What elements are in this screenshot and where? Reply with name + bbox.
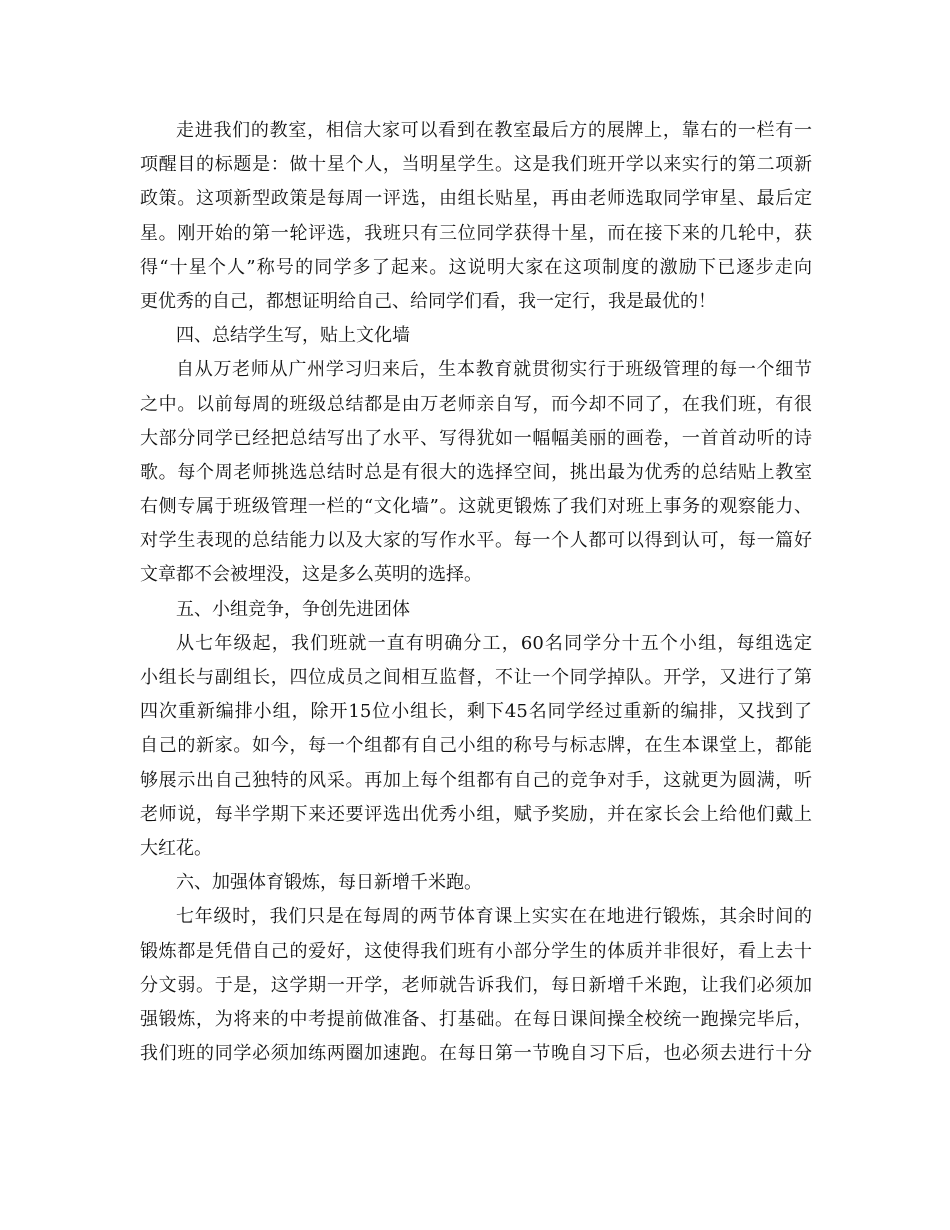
paragraph-line: 老师说，每半学期下来还要评选出优秀小组，赋予奖励，并在家长会上给他们戴上 <box>140 803 812 825</box>
paragraph-line: 小组长与副组长，四位成员之间相互监督，不让一个同学掉队。开学，又进行了第 <box>140 667 812 688</box>
paragraph-line: 锻炼都是凭借自己的爱好，这使得我们班有小部分学生的体质并非很好，看上去十 <box>140 940 812 962</box>
section-heading: 五、小组竞争，争创先进团体 <box>176 598 410 620</box>
paragraph-line: 更优秀的自己，都想证明给自己、给同学们看，我一定行，我是最优的！ <box>140 290 716 312</box>
paragraph-line: 强锻炼，为将来的中考提前做准备、打基础。在每日课间操全校统一跑操完毕后， <box>140 1008 812 1030</box>
paragraph-line: 自己的新家。如今，每一个组都有自己小组的称号与标志牌，在生本课堂上，都能 <box>140 735 812 757</box>
paragraph-line: 政策。这项新型政策是每周一评选，由组长贴星，再由老师选取同学审星、最后定 <box>140 188 812 210</box>
document-body <box>140 114 812 1071</box>
paragraph-line: 从七年级起，我们班就一直有明确分工，60名同学分十五个小组，每组选定 <box>176 632 812 654</box>
section-heading: 四、总结学生写，贴上文化墙 <box>176 325 410 347</box>
paragraph-line: 大部分同学已经把总结写出了水平、写得犹如一幅幅美丽的画卷，一首首动听的诗 <box>140 427 812 449</box>
paragraph-line: 大红花。 <box>140 837 212 859</box>
paragraph-line: 对学生表现的总结能力以及大家的写作水平。每一个人都可以得到认可，每一篇好 <box>140 530 812 552</box>
section-heading: 六、加强体育锻炼，每日新增千米跑。 <box>176 872 482 894</box>
paragraph-line: 够展示出自己独特的风采。再加上每个组都有自己的竞争对手，这就更为圆满，听 <box>140 769 812 791</box>
paragraph-line: 歌。每个周老师挑选总结时总是有很大的选择空间，挑出最为优秀的总结贴上教室 <box>140 461 812 483</box>
paragraph-line: 项醒目的标题是：做十星个人，当明星学生。这是我们班开学以来实行的第二项新 <box>140 154 812 176</box>
paragraph-line: 之中。以前每周的班级总结都是由万老师亲自写，而今却不同了，在我们班，有很 <box>140 393 812 415</box>
paragraph-line: 走进我们的教室，相信大家可以看到在教室最后方的展牌上，靠右的一栏有一 <box>176 120 812 141</box>
paragraph-line: 分文弱。于是，这学期一开学，老师就告诉我们，每日新增千米跑，让我们必须加 <box>140 974 812 996</box>
paragraph-line: 文章都不会被埋没，这是多么英明的选择。 <box>140 564 482 586</box>
paragraph-line: 我们班的同学必须加练两圈加速跑。在每日第一节晚自习下后，也必须去进行十分 <box>140 1043 812 1065</box>
paragraph-line: 七年级时，我们只是在每周的两节体育课上实实在在地进行锻炼，其余时间的 <box>176 906 812 928</box>
paragraph-line: 右侧专属于班级管理一栏的“文化墙”。这就更锻炼了我们对班上事务的观察能力、 <box>140 496 812 518</box>
paragraph-line: 得“十星个人”称号的同学多了起来。这说明大家在这项制度的激励下已逐步走向 <box>140 256 812 278</box>
paragraph-line: 四次重新编排小组，除开15位小组长，剩下45名同学经过重新的编排，又找到了 <box>140 701 812 723</box>
paragraph-line: 星。刚开始的第一轮评选，我班只有三位同学获得十星，而在接下来的几轮中，获 <box>140 222 812 244</box>
paragraph-line: 自从万老师从广州学习归来后，生本教育就贯彻实行于班级管理的每一个细节 <box>176 359 812 381</box>
